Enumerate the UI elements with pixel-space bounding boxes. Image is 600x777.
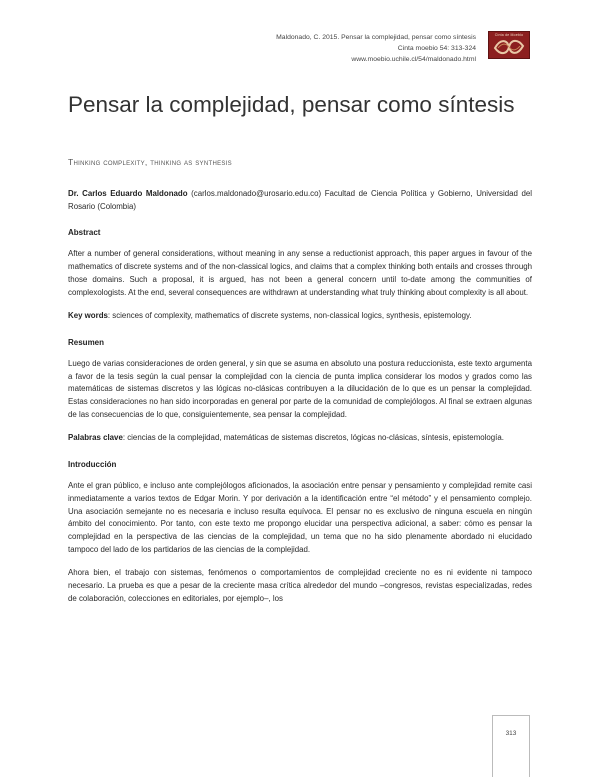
journal-logo-text: Cinta de Moebio xyxy=(494,33,524,37)
palabras-clave-text: : ciencias de la complejidad, matemáticas de sistemas discretos, lógicas no-clásicas, síntesis, epistemología. xyxy=(122,433,504,443)
palabras-clave-line xyxy=(68,432,532,445)
moebio-ribbon-icon xyxy=(488,31,530,59)
keywords-text: : sciences of complexity, mathematics of discrete systems, non-classical logics, synthesis, epistemology. xyxy=(107,311,472,321)
abstract-heading: Abstract xyxy=(68,228,101,238)
introduccion-heading: Introducción xyxy=(68,460,117,470)
keywords-label: Key words xyxy=(68,311,108,321)
resumen-heading: Resumen xyxy=(68,337,105,347)
keywords-line xyxy=(68,310,532,323)
paper-subtitle: Thinking complexity, thinking as synthesis xyxy=(68,157,232,167)
journal-logo xyxy=(488,31,530,59)
page-number-box xyxy=(492,715,530,777)
author-name: Dr. Carlos Eduardo Maldonado xyxy=(68,189,188,198)
header-url[interactable]: www.moebio.uchile.cl/54/maldonado.html xyxy=(351,56,476,63)
resumen-text: Luego de varias consideraciones de orden general, y sin que se asuma en absoluto una postura reduccionista, este texto argumenta a favor de la tesis según la cual pensar la complejidad con la ciencia de punta implica considerar los modos y grados como las matemáticas de sistemas discretos y las lógicas no-clásicas contribuyen a la dilucidación de lo que es un pensar la complejidad. Estas consideraciones no han sido incorporadas en general por parte de la comunidad de complejólogos. Al final se extraen algunas de las consecuencias de lo que, consiguientemente, sea pensar la complejidad. xyxy=(68,358,532,419)
paper-body xyxy=(68,188,532,616)
introduccion-paragraph-2: Ahora bien, el trabajo con sistemas, fenómenos o comportamientos de complejidad creciente no es ni evidente ni tampoco necesario. La prueba es que a pesar de la creciente masa crítica alrededor del mundo –congresos, revistas especializadas, redes de colaboración, colecciones en editoriales, por ejemplo–, los xyxy=(68,568,532,603)
page-number: 313 xyxy=(505,730,517,737)
author-affiliation: (carlos.maldonado@urosario.edu.co) Facultad de Ciencia Política y Gobierno, Universidad del Rosario (Colombia) xyxy=(68,189,532,211)
running-header xyxy=(276,32,476,65)
abstract-text: After a number of general considerations, without meaning in any sense a reductionist approach, this paper argues in favour of the mathematics of discrete systems and of the non-classical logics, and claims that a complex thinking both entails and crosses through those domains. Such a proposal, it is argued, has not been a general concern until to-date among the communities of complexologists. At the end, several consequences are withdrawn at understanding what truly thinking about complexity is all about. xyxy=(68,249,532,297)
paper-title: Pensar la complejidad, pensar como síntesis xyxy=(68,92,515,117)
palabras-clave-label: Palabras clave xyxy=(68,433,123,443)
introduccion-paragraph-1: Ante el gran público, e incluso ante complejólogos aficionados, la asociación entre pensar y pensamiento y complejidad remite casi inmediatamente a varios textos de Edgar Morin. Y por derivación a la identificación entre “el método” y el pensamiento complejo. Una asociación semejante no es necesaria e incluso resulta equívoca. El pensar no es exclusivo de ninguna escuela en ningún ámbito del conocimiento. Por tanto, con este texto me propongo elucidar una perspectiva adicional, a saber: cómo es pensar la complejidad en la perspectiva de las ciencias de la complejidad, un tema que no ha sido plenamente abordado ni elucidado tampoco del lado de los partidarios de las ciencias de la complejidad. xyxy=(68,481,532,554)
author-line xyxy=(68,188,532,213)
header-citation: Maldonado, C. 2015. Pensar la complejidad, pensar como síntesis xyxy=(276,34,476,41)
header-journal: Cinta moebio 54: 313-324 xyxy=(397,45,476,52)
